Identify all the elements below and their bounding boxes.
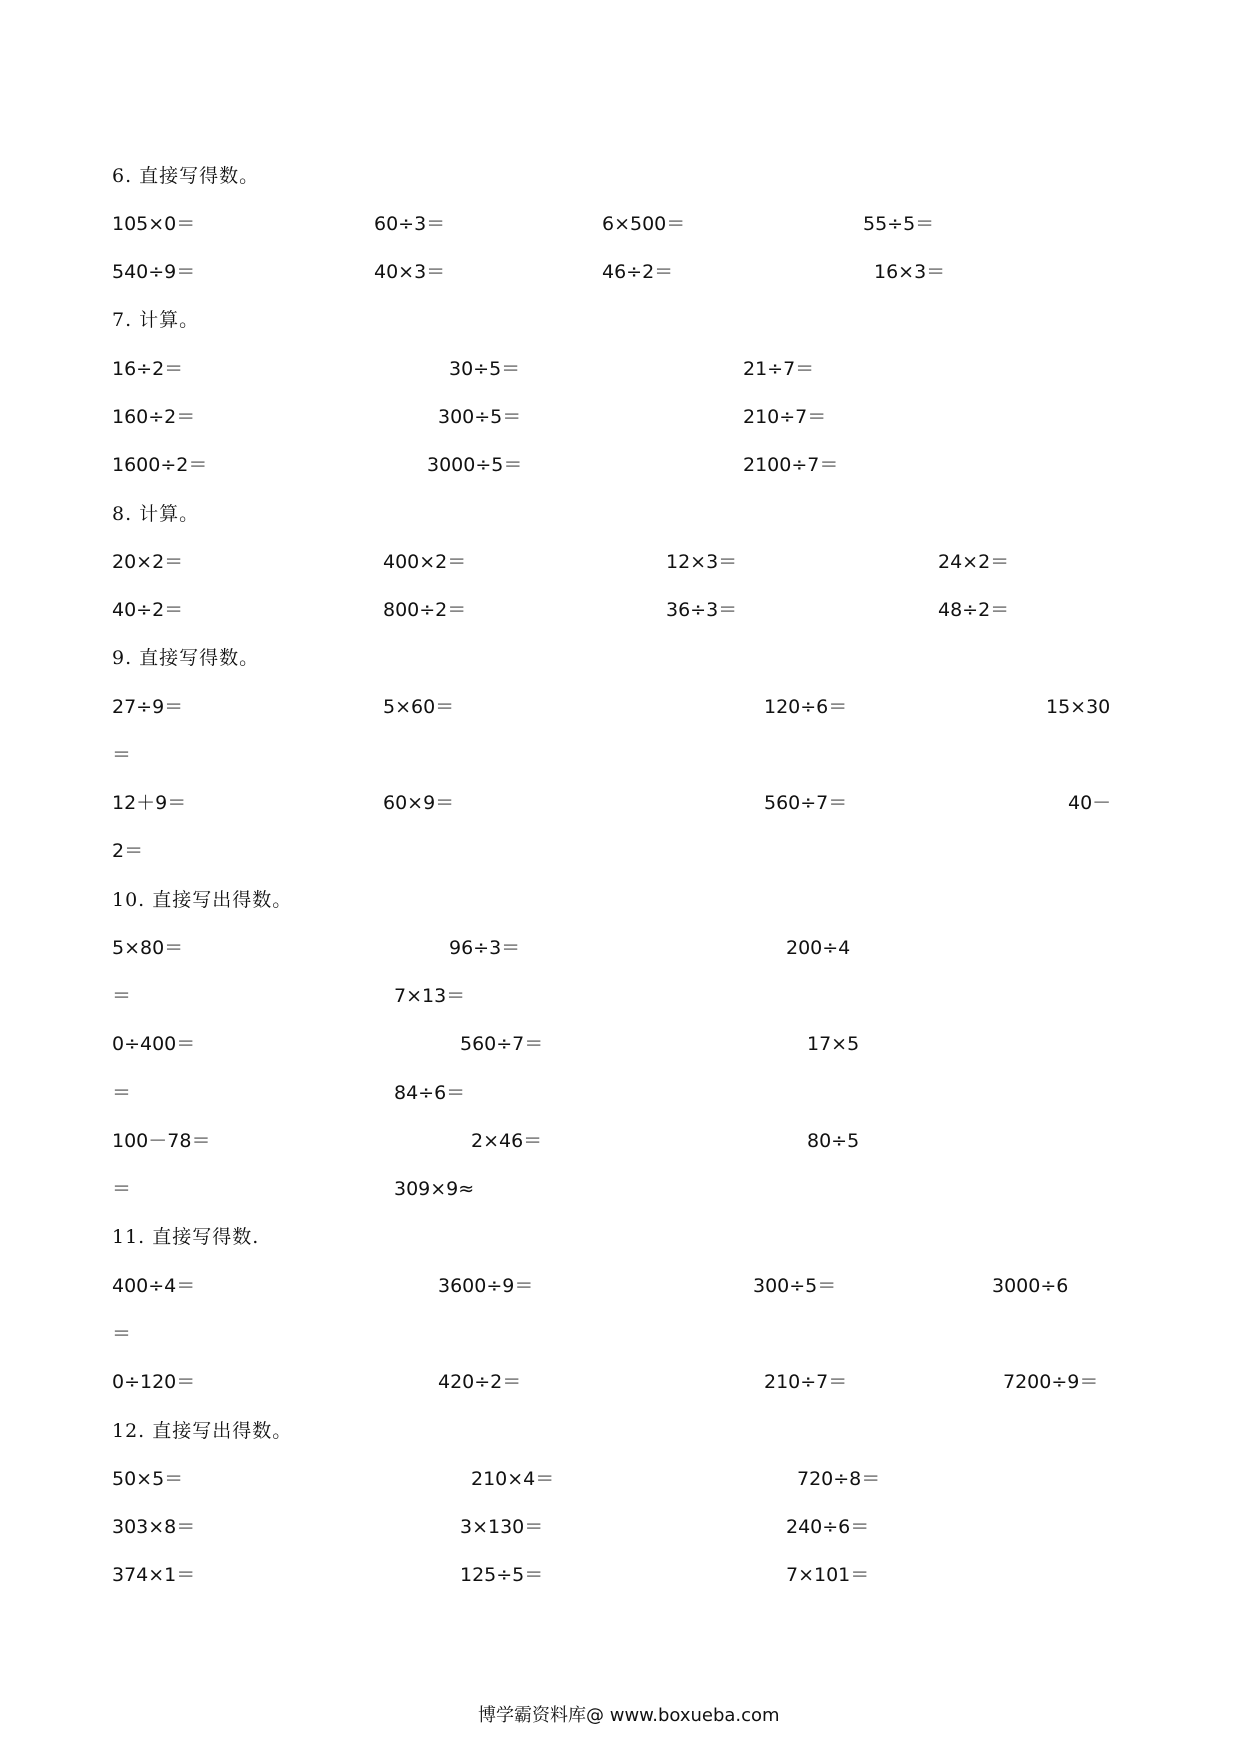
q10-heading: 10. 直接写出得数。 (112, 889, 293, 911)
q11-item-wrap: ＝ (112, 1323, 132, 1345)
q7-heading: 7. 计算。 (112, 309, 200, 331)
q10-item: 100－78＝ (112, 1130, 211, 1152)
q12-item: 7×101＝ (786, 1564, 870, 1586)
q11-item: 210÷7＝ (764, 1371, 848, 1393)
q9-item: 60×9＝ (383, 792, 455, 814)
q10-item: 17×5 (807, 1033, 860, 1055)
q9-item: 40－ (1068, 792, 1112, 814)
q10-item: 80÷5 (807, 1130, 860, 1152)
q6-item: 46÷2＝ (602, 261, 674, 283)
q11-item: 3000÷6 (992, 1275, 1069, 1297)
q12-item: 240÷6＝ (786, 1516, 870, 1538)
q10-item-wrap: ＝ (112, 985, 132, 1007)
q6-item: 40×3＝ (374, 261, 446, 283)
q8-item: 48÷2＝ (938, 599, 1010, 621)
q12-item: 50×5＝ (112, 1468, 184, 1490)
q6-item: 6×500＝ (602, 213, 686, 235)
q10-item: 560÷7＝ (460, 1033, 544, 1055)
q6-item: 105×0＝ (112, 213, 196, 235)
q10-item: 84÷6＝ (394, 1082, 466, 1104)
q9-item-wrap: 2＝ (112, 840, 144, 862)
footer-watermark: 博学霸资料库@ www.boxueba.com (478, 1705, 780, 1726)
q10-item-wrap: ＝ (112, 1178, 132, 1200)
q9-item: 12＋9＝ (112, 792, 187, 814)
q10-item: 200÷4 (786, 937, 851, 959)
q7-item: 1600÷2＝ (112, 454, 208, 476)
q8-item: 40÷2＝ (112, 599, 184, 621)
q8-item: 400×2＝ (383, 551, 467, 573)
q12-item: 720÷8＝ (797, 1468, 881, 1490)
q6-item: 540÷9＝ (112, 261, 196, 283)
q12-item: 303×8＝ (112, 1516, 196, 1538)
q7-item: 300÷5＝ (438, 406, 522, 428)
q6-heading: 6. 直接写得数。 (112, 165, 260, 187)
q8-item: 800÷2＝ (383, 599, 467, 621)
q7-item: 160÷2＝ (112, 406, 196, 428)
q10-item: 5×80＝ (112, 937, 184, 959)
q10-item-wrap: ＝ (112, 1082, 132, 1104)
q11-item: 300÷5＝ (753, 1275, 837, 1297)
q6-item: 60÷3＝ (374, 213, 446, 235)
q9-item: 120÷6＝ (764, 696, 848, 718)
q10-item: 96÷3＝ (449, 937, 521, 959)
q7-item: 16÷2＝ (112, 358, 184, 380)
q12-item: 125÷5＝ (460, 1564, 544, 1586)
q11-item: 3600÷9＝ (438, 1275, 534, 1297)
q10-item: 309×9≈ (394, 1178, 475, 1200)
q11-item: 0÷120＝ (112, 1371, 196, 1393)
q6-item: 16×3＝ (874, 261, 946, 283)
q10-item: 0÷400＝ (112, 1033, 196, 1055)
q9-item: 560÷7＝ (764, 792, 848, 814)
q12-item: 210×4＝ (471, 1468, 555, 1490)
q9-item: 15×30 (1046, 696, 1111, 718)
q8-item: 36÷3＝ (666, 599, 738, 621)
q8-item: 24×2＝ (938, 551, 1010, 573)
q7-item: 21÷7＝ (743, 358, 815, 380)
q8-item: 20×2＝ (112, 551, 184, 573)
q11-item: 420÷2＝ (438, 1371, 522, 1393)
q9-heading: 9. 直接写得数。 (112, 647, 260, 669)
q12-heading: 12. 直接写出得数。 (112, 1420, 293, 1442)
q7-item: 30÷5＝ (449, 358, 521, 380)
q10-item: 2×46＝ (471, 1130, 543, 1152)
q8-heading: 8. 计算。 (112, 503, 200, 525)
q7-item: 210÷7＝ (743, 406, 827, 428)
q11-item: 400÷4＝ (112, 1275, 196, 1297)
q8-item: 12×3＝ (666, 551, 738, 573)
q11-heading: 11. 直接写得数. (112, 1226, 260, 1248)
q9-item: 27÷9＝ (112, 696, 184, 718)
q12-item: 3×130＝ (460, 1516, 544, 1538)
q7-item: 2100÷7＝ (743, 454, 839, 476)
q9-item-wrap: ＝ (112, 744, 132, 766)
q7-item: 3000÷5＝ (427, 454, 523, 476)
q12-item: 374×1＝ (112, 1564, 196, 1586)
q9-item: 5×60＝ (383, 696, 455, 718)
q11-item: 7200÷9＝ (1003, 1371, 1099, 1393)
q6-item: 55÷5＝ (863, 213, 935, 235)
q10-item: 7×13＝ (394, 985, 466, 1007)
